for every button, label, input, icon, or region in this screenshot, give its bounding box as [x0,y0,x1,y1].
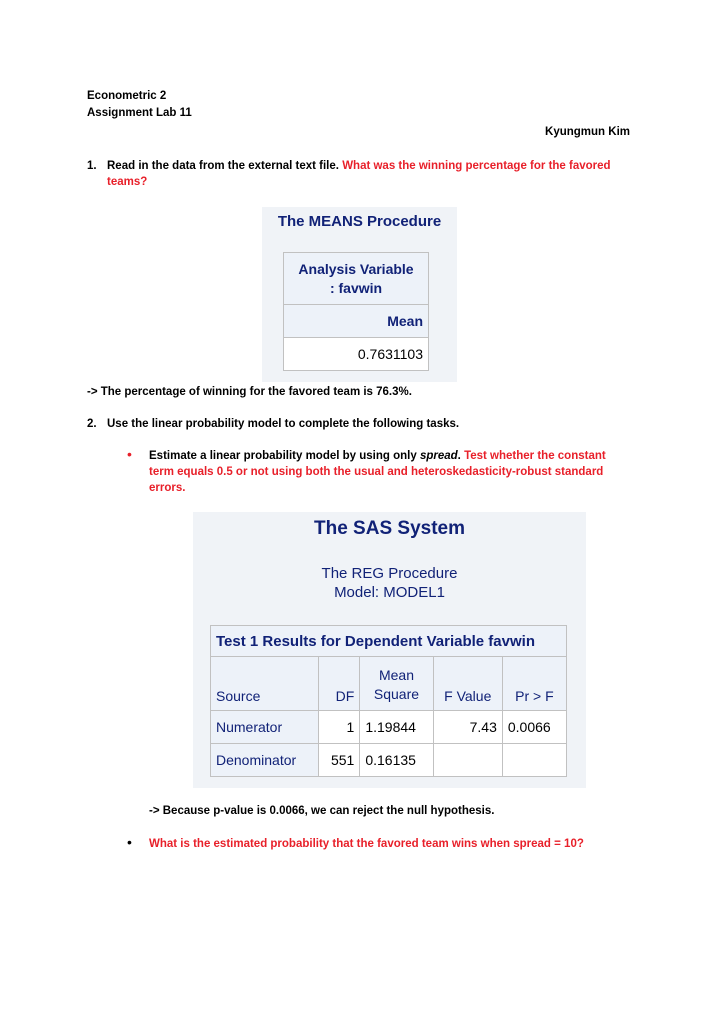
author-name: Kyungmun Kim [545,126,630,138]
reg-test-table [210,625,567,777]
row-mean-square: 1.19844 [360,711,433,744]
bullet-1-glyph: • [127,446,132,462]
means-header-line1: Analysis Variable [298,260,414,277]
reg-model-title: Model: MODEL1 [334,584,445,601]
row-f-value: 7.43 [433,711,502,744]
reg-procedure-title: The REG Procedure [321,565,458,582]
q2-bullet1 [149,448,629,496]
q2-bullet2: What is the estimated probability that the favored team wins when spread = 10? [149,838,584,850]
q1-question-line2: teams? [107,176,148,188]
col-mean-square [360,657,433,711]
q1-text [107,158,647,174]
table-row [211,744,567,777]
row-source: Numerator [211,711,319,744]
means-table [283,252,429,371]
row-pr-f: 0.0066 [502,711,566,744]
means-procedure-title: The MEANS Procedure [277,213,442,230]
q1-instruction: Read in the data from the external text file. [107,160,339,172]
bullet-2-glyph: • [127,834,132,850]
q1-answer: -> The percentage of winning for the favored team is 76.3%. [87,386,412,398]
row-pr-f [502,744,566,777]
col-mean-line2: Square [373,686,420,702]
q2-bullet1-lead: Estimate a linear probability model by using only [149,450,420,462]
q2-answer: -> Because p-value is 0.0066, we can reject the null hypothesis. [149,805,495,817]
q2-bullet1-line2: term equals 0.5 or not using both the usual and heteroskedasticity-robust standard [149,466,604,478]
col-f-value: F Value [433,657,502,711]
col-pr-f: Pr > F [502,657,566,711]
means-header-line2: : favwin [329,279,383,296]
q2-bullet1-after: . [457,450,461,462]
q2-bullet1-italic: spread [419,450,458,462]
table-row [211,711,567,744]
row-df: 1 [319,711,360,744]
sas-system-title: The SAS System [314,518,465,539]
q2-number: 2. [87,418,97,430]
reg-table-title: Test 1 Results for Dependent Variable favwin [211,626,567,657]
row-source: Denominator [211,744,319,777]
q1-number: 1. [87,160,97,172]
row-mean-square: 0.16135 [360,744,433,777]
means-analysis-variable-header [284,253,429,305]
col-df: DF [319,657,360,711]
reg-output-panel [193,512,586,788]
means-output-panel [262,207,457,382]
q1-question-line1: What was the winning percentage for the favored [342,160,611,172]
row-f-value [433,744,502,777]
q2-text: Use the linear probability model to complete the following tasks. [107,418,460,430]
means-stat-label: Mean [284,305,429,338]
q2-bullet1-red-part: Test whether the constant [460,450,606,462]
means-stat-value: 0.7631103 [284,338,429,371]
col-source: Source [211,657,319,711]
q2-bullet1-line1 [149,448,629,464]
q2-bullet1-line3: errors. [149,482,186,494]
row-df: 551 [319,744,360,777]
col-mean-line1: Mean [378,667,414,683]
course-title: Econometric 2 [87,90,167,102]
assignment-title: Assignment Lab 11 [87,107,192,119]
